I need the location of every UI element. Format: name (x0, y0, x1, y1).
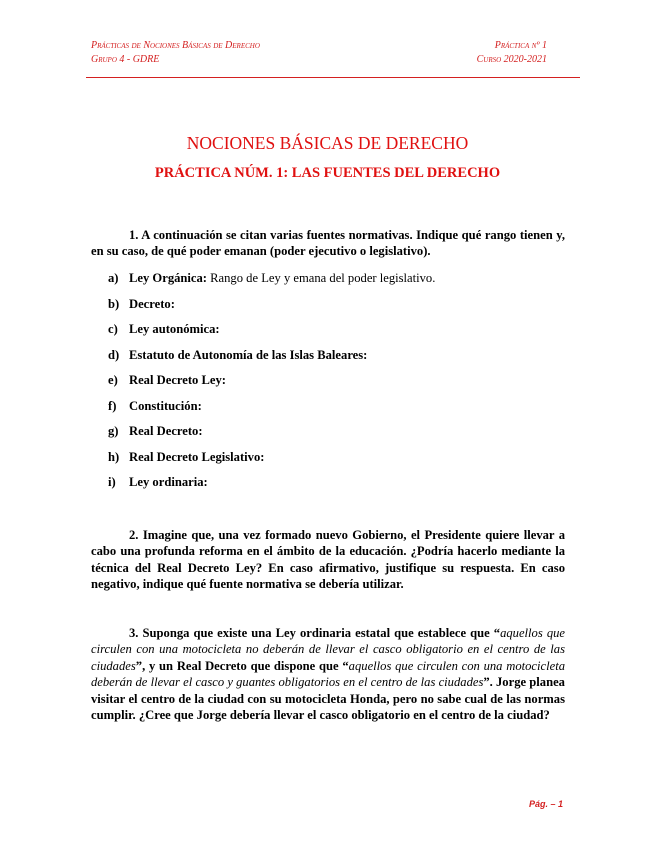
list-item (108, 347, 568, 373)
document-subtitle: PRÁCTICA NÚM. 1: LAS FUENTES DEL DERECHO (154, 165, 501, 181)
source-list (108, 270, 568, 500)
list-item-letter: g) (108, 424, 119, 438)
page-number: Pág. – 1 (528, 799, 563, 809)
list-item (108, 398, 568, 424)
list-item-letter: c) (108, 322, 118, 336)
question-2-text: 2. Imagine que, una vez formado nuevo Gobierno, el Presidente quiere llevar a cabo una profunda reforma en el ámbito de la educación. ¿Podría hacerlo mediante la técnica del Real Decreto Ley? En caso afirmativo, justifique su respuesta. En caso negativo, indique qué fuente normativa se debería utilizar. (91, 528, 565, 592)
list-item-letter: b) (108, 296, 120, 311)
list-item-label: Real Decreto: (129, 424, 203, 438)
list-item (108, 423, 568, 449)
list-item-label: Estatuto de Autonomía de las Islas Baleares: (129, 347, 368, 362)
question-3-intro: 3. Suponga que existe una Ley ordinaria estatal que establece que “ (129, 626, 501, 640)
list-item-letter: d) (108, 347, 120, 362)
list-item-label: Ley Orgánica: (129, 271, 207, 285)
header-course-title: Prácticas de Nociones Básicas de Derecho (91, 40, 260, 51)
list-item-label: Real Decreto Ley: (129, 373, 226, 387)
list-item (108, 372, 568, 398)
list-item-letter: i) (108, 475, 116, 489)
header-group: Grupo 4 - GDRE (91, 54, 160, 65)
question-3-ending: ”. Jorge planea visitar el centro de la ciudad con su motocicleta Honda, pero no sabe cual de las normas cumplir. ¿Cree que Jorge debería llevar el casco obligatorio en el centro de la ciudad? (91, 675, 565, 723)
list-item (108, 474, 568, 500)
list-item-answer: Rango de Ley y emana del poder legislativo. (207, 271, 436, 285)
list-item-label: Real Decreto Legislativo: (129, 449, 265, 464)
header-practice-number: Práctica nº 1 (494, 40, 547, 51)
list-item (108, 296, 568, 322)
question-3-quote-law: aquellos que circulen con una motocicleta no deberán de llevar el casco obligatorio en el centro de las ciudades (91, 626, 565, 673)
list-item (108, 321, 568, 347)
list-item (108, 449, 568, 475)
header-divider (86, 77, 580, 78)
question-3-quote-decree: aquellos que circulen con una motocicleta deberán de llevar el casco y guantes obligatorios en el centro de las ciudades (91, 658, 565, 690)
list-item-label: Ley autonómica: (129, 322, 220, 336)
question-3-middle: ”, y un Real Decreto que dispone que “ (135, 658, 349, 673)
question-1 (91, 227, 565, 260)
list-item-label: Constitución: (129, 398, 202, 413)
list-item-letter: a) (108, 271, 119, 285)
list-item-label: Decreto: (129, 296, 175, 311)
list-item (108, 270, 568, 296)
document-title: NOCIONES BÁSICAS DE DERECHO (186, 133, 469, 153)
list-item-letter: f) (108, 398, 117, 413)
list-item-letter: h) (108, 449, 120, 464)
header-academic-year: Curso 2020-2021 (476, 54, 547, 65)
list-item-label: Ley ordinaria: (129, 475, 208, 489)
question-3 (91, 625, 565, 723)
question-1-text: 1. A continuación se citan varias fuentes normativas. Indique qué rango tienen y, en su caso, de qué poder emanan (poder ejecutivo o legislativo). (91, 228, 565, 259)
list-item-letter: e) (108, 373, 118, 387)
question-2 (91, 527, 565, 593)
